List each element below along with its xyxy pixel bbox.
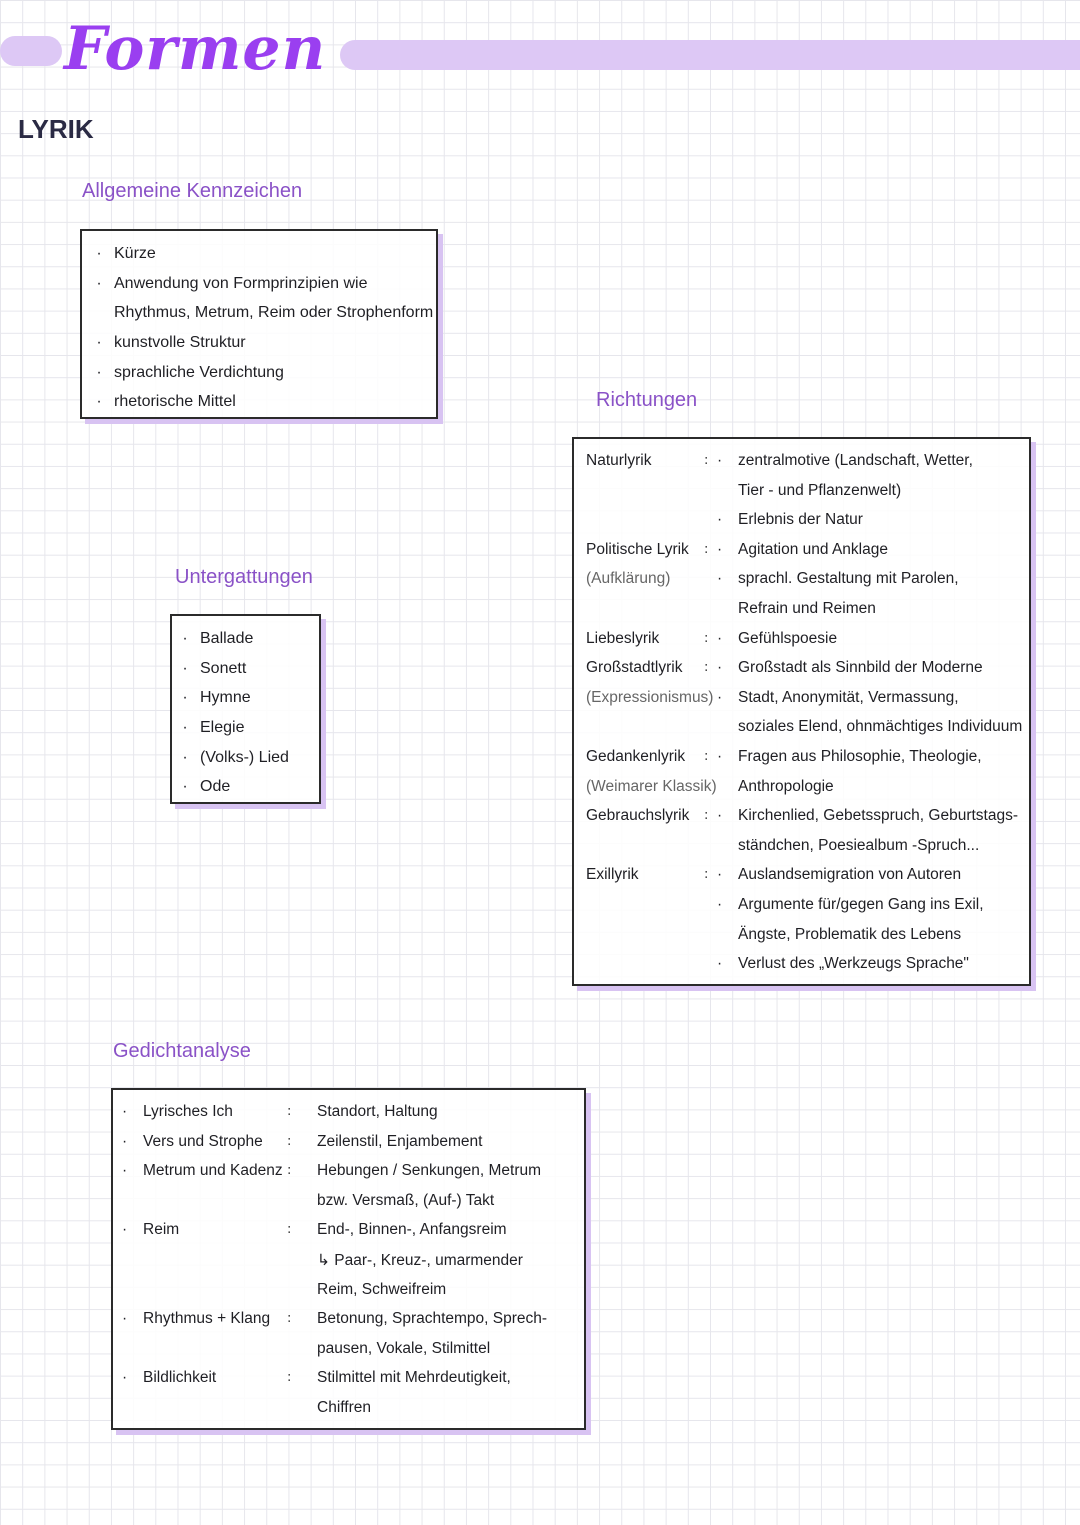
bullet-icon: · [717, 659, 723, 677]
row-text: Fragen aus Philosophie, Theologie, [738, 748, 982, 765]
colon-mark: : [704, 867, 709, 883]
list-item [92, 298, 433, 328]
row-text: Betonung, Sprachtempo, Sprech- [317, 1310, 548, 1328]
page-title: Formen [64, 14, 327, 84]
list-item [178, 654, 289, 684]
row-text: Agitation und Anklage [738, 540, 888, 558]
richtungen-heading: Richtungen [596, 389, 698, 411]
list-item [92, 328, 433, 358]
colon-mark: : [287, 1222, 292, 1238]
row-text: sprachl. Gestaltung mit Parolen, [738, 570, 959, 588]
colon-mark: : [287, 1133, 292, 1149]
row-label: Rhythmus + Klang [143, 1310, 271, 1328]
row-label: Gedankenlyrik [586, 748, 686, 765]
colon-mark: : [704, 630, 709, 646]
bullet-icon: · [717, 807, 723, 825]
bullet-icon: · [717, 896, 723, 913]
untergattungen-box [170, 614, 321, 804]
list-item [178, 683, 289, 713]
bullet-icon: · [122, 1369, 128, 1387]
list-item [178, 772, 289, 802]
bullet-icon: · [122, 1132, 128, 1150]
list-item-text: Rhythmus, Metrum, Reim oder Strophenform [114, 304, 434, 322]
bullet-icon: · [96, 274, 102, 292]
row-label: Metrum und Kadenz [143, 1162, 283, 1180]
row-text: Großstadt als Sinnbild der Moderne [738, 659, 983, 677]
row-text: Verlust des „Werkzeugs Sprache" [738, 955, 969, 973]
row-text: Reim, Schweifreim [317, 1280, 447, 1298]
bullet-icon: · [182, 748, 188, 766]
bullet-icon: · [717, 629, 723, 647]
row-text: Standort, Haltung [317, 1103, 438, 1120]
row-label: Vers und Strophe [143, 1132, 263, 1150]
list-item-text: Sonett [200, 659, 247, 677]
list-item [92, 269, 433, 299]
list-item-text: Ballade [200, 630, 254, 647]
colon-mark: : [704, 808, 709, 824]
bullet-icon: · [717, 540, 723, 558]
richtungen-box [572, 437, 1031, 986]
list-item-text: (Volks-) Lied [200, 748, 289, 766]
row-text: Tier - und Pflanzenwelt) [738, 481, 902, 499]
row-text: ständchen, Poesiealbum -Spruch... [738, 836, 980, 854]
bullet-icon: · [96, 334, 102, 352]
list-item [92, 239, 433, 269]
row-label: Liebeslyrik [586, 629, 660, 647]
row-label: Gebrauchslyrik [586, 807, 690, 825]
list-item [92, 387, 433, 417]
bullet-icon: · [96, 245, 102, 262]
bullet-icon: · [717, 866, 723, 884]
list-item-text: Kürze [114, 245, 156, 262]
row-text: Argumente für/gegen Gang ins Exil, [738, 896, 984, 913]
list-item-text: kunstvolle Struktur [114, 334, 246, 352]
untergattungen-heading: Untergattungen [175, 566, 313, 588]
row-sublabel: (Expressionismus) [586, 688, 714, 706]
colon-mark: : [704, 541, 709, 557]
row-text: Anthropologie [738, 777, 834, 795]
row-text: Chiffren [317, 1399, 371, 1416]
row-text: Kirchenlied, Gebetsspruch, Geburtstags- [738, 807, 1018, 825]
bullet-icon: · [182, 778, 188, 796]
row-label: Reim [143, 1221, 180, 1239]
bullet-icon: · [96, 363, 102, 381]
row-text: Gefühlspoesie [738, 629, 838, 647]
row-sublabel: (Weimarer Klassik) [586, 777, 717, 795]
bullet-icon: · [717, 748, 723, 765]
list-item-text: Ode [200, 778, 231, 796]
row-text: Auslandsemigration von Autoren [738, 866, 962, 884]
bullet-icon: · [182, 719, 188, 737]
bullet-icon: · [122, 1310, 128, 1328]
bullet-icon: · [122, 1162, 128, 1180]
row-label: Lyrisches Ich [143, 1103, 233, 1120]
list-item-text: Anwendung von Formprinzipien wie [114, 274, 368, 292]
list-item [92, 358, 433, 388]
allgemeine-heading: Allgemeine Kennzeichen [82, 180, 303, 202]
gedichtanalyse-box [111, 1088, 586, 1430]
row-text: End-, Binnen-, Anfangsreim [317, 1221, 507, 1239]
colon-mark: : [287, 1104, 292, 1119]
colon-mark: : [287, 1311, 292, 1327]
list-item-text: Elegie [200, 719, 245, 737]
row-label: Großstadtlyrik [586, 659, 683, 677]
title-highlight-left [0, 36, 62, 66]
bullet-icon: · [717, 452, 723, 469]
row-text: Hebungen / Senkungen, Metrum [317, 1162, 542, 1180]
colon-mark: : [287, 1163, 292, 1179]
row-text: zentralmotive (Landschaft, Wetter, [738, 452, 973, 469]
bullet-icon: · [717, 955, 723, 973]
row-text: bzw. Versmaß, (Auf-) Takt [317, 1191, 495, 1209]
row-label: Politische Lyrik [586, 540, 689, 558]
untergattungen-list [178, 624, 289, 802]
row-text: Erlebnis der Natur [738, 511, 863, 529]
row-text: Refrain und Reimen [738, 600, 876, 617]
bullet-icon: · [122, 1221, 128, 1239]
bullet-icon: · [182, 659, 188, 677]
bullet-icon: · [717, 511, 723, 529]
row-text: Ängste, Problematik des Lebens [738, 925, 962, 943]
list-item-text: rhetorische Mittel [114, 393, 236, 411]
list-item [178, 624, 289, 654]
list-item [178, 743, 289, 773]
row-text: pausen, Vokale, Stilmittel [317, 1339, 491, 1357]
bullet-icon: · [96, 393, 102, 411]
bullet-icon: · [182, 630, 188, 647]
colon-mark: : [704, 660, 709, 676]
row-text: Zeilenstil, Enjambement [317, 1132, 483, 1150]
row-text: Stilmittel mit Mehrdeutigkeit, [317, 1369, 511, 1387]
colon-mark: : [704, 749, 709, 764]
colon-mark: : [287, 1370, 292, 1386]
row-text: soziales Elend, ohnmächtiges Individuum [738, 718, 1023, 736]
row-label: Exillyrik [586, 866, 639, 884]
row-text: ↳ Paar-, Kreuz-, umarmender [317, 1252, 523, 1269]
bullet-icon: · [717, 688, 723, 706]
list-item [178, 713, 289, 743]
row-label: Naturlyrik [586, 452, 652, 469]
gedichtanalyse-heading: Gedichtanalyse [113, 1040, 251, 1062]
list-item-text: sprachliche Verdichtung [114, 363, 284, 381]
row-label: Bildlichkeit [143, 1369, 217, 1387]
allgemeine-list [92, 239, 433, 417]
row-text: Stadt, Anonymität, Vermassung, [738, 688, 959, 706]
bullet-icon: · [122, 1103, 128, 1120]
title-highlight-right [340, 40, 1080, 70]
allgemeine-box [80, 229, 438, 419]
bullet-icon: · [182, 689, 188, 707]
bullet-icon: · [717, 570, 723, 588]
colon-mark: : [704, 453, 709, 468]
list-item-text: Hymne [200, 689, 251, 707]
section-title: LYRIK [18, 114, 94, 144]
row-sublabel: (Aufklärung) [586, 570, 671, 588]
